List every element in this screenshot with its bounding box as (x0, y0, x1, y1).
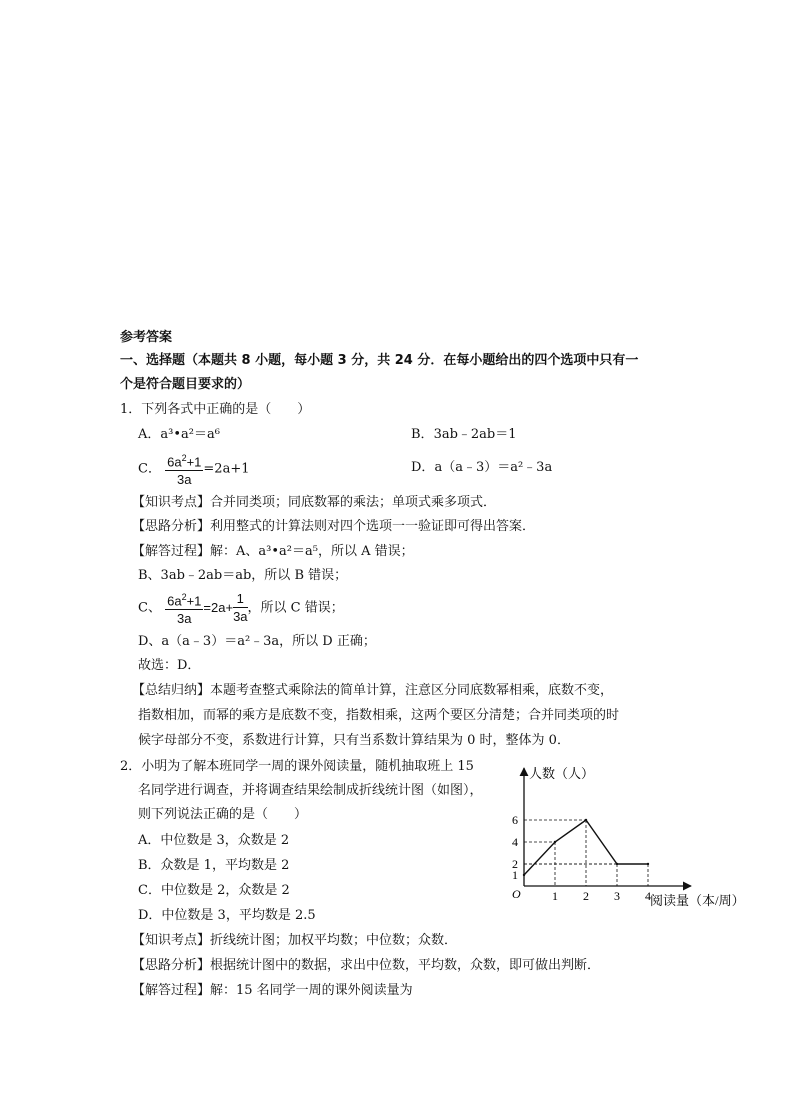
q2-option-a: A．中位数是 3，众数是 2 (138, 833, 290, 848)
q2-option-b: B．众数是 1，平均数是 2 (138, 858, 290, 873)
option-rhs: =2a+1 (203, 461, 250, 477)
denominator: 3a (177, 611, 192, 627)
chart-guides (524, 820, 648, 886)
q2-option-c: C．中位数是 2，众数是 2 (138, 883, 290, 898)
section-heading-line2: 个是符合题目要求的） (120, 377, 251, 392)
q1-process: 【解答过程】解：A、a³•a²＝a⁵，所以 A 错误； (132, 544, 414, 559)
q2-stem-line1: 2．小明为了解本班同学一周的课外阅读量，随机抽取班上 15 (120, 759, 474, 774)
step-mid: =2a+ (203, 600, 234, 616)
denominator: 3a (177, 472, 192, 488)
data-point (585, 819, 587, 821)
step-prefix: C、 (138, 600, 161, 616)
num-base: 6a (167, 454, 182, 470)
data-point (616, 863, 618, 865)
option-text: a³•a²＝a⁶ (160, 427, 220, 442)
q2-stem-line3: 则下列说法正确的是（ ） (138, 807, 308, 822)
option-letter: A． (138, 427, 161, 442)
x-axis-label: 阅读量（本/周） (650, 893, 745, 908)
num-exponent: 2 (181, 592, 187, 602)
denominator-2: 3a (233, 609, 248, 625)
step-suffix: ，所以 C 错误； (247, 600, 344, 616)
q1-option-b (411, 426, 517, 444)
x-tick-label: 2 (583, 889, 589, 903)
reading-line-chart (505, 762, 745, 912)
chart-ticks (512, 813, 651, 903)
q1-summary-line3: 候字母部分不变，系数进行计算，只有当系数计算结果为 0 时，整体为 0． (138, 733, 570, 748)
origin-label: O (512, 887, 521, 901)
option-text: a（a﹣3）＝a²﹣3a (434, 460, 553, 475)
q2-analysis: 【思路分析】根据统计图中的数据，求出中位数，平均数，众数，即可做出判断． (132, 958, 601, 973)
data-point (554, 841, 556, 843)
q1-option-a (138, 426, 220, 444)
section-heading-line1: 一、选择题（本题共 8 小题，每小题 3 分，共 24 分．在每小题给出的四个选项中只有一 (120, 353, 639, 368)
option-letter: B． (411, 427, 434, 442)
q1-summary-line1: 【总结归纳】本题考查整式乘除法的简单计算，注意区分同底数幂相乘，底数不变， (132, 683, 614, 698)
fraction (165, 451, 203, 487)
q1-knowledge: 【知识考点】合并同类项；同底数幂的乘法；单项式乘多项式． (132, 495, 497, 510)
fraction (165, 590, 203, 626)
q1-stem: 1．下列各式中正确的是（ ） (120, 402, 311, 417)
option-letter: D． (411, 460, 435, 475)
option-letter: C． (138, 461, 161, 477)
x-tick-label: 4 (645, 889, 651, 903)
q1-step-c (138, 590, 344, 627)
x-tick-label: 3 (614, 889, 620, 903)
data-point (523, 874, 525, 876)
q2-stem-line2: 名同学进行调查，并将调查结果绘制成折线统计图（如图）， (138, 783, 483, 798)
num-tail: +1 (186, 593, 202, 609)
q2-knowledge: 【知识考点】折线统计图；加权平均数；中位数；众数． (132, 933, 458, 948)
fraction-2 (233, 592, 247, 624)
numerator (165, 451, 203, 471)
num-exponent: 2 (181, 453, 187, 463)
q2-option-d: D．中位数是 3，平均数是 2.5 (138, 908, 316, 923)
q1-choice: 故选：D． (138, 658, 201, 673)
y-tick-label: 6 (512, 813, 518, 827)
q1-summary-line2: 指数相加，而幂的乘方是底数不变，指数相乘，这两个要区分清楚；合并同类项的时 (138, 708, 620, 723)
option-text: 3ab﹣2ab＝1 (433, 427, 517, 442)
q1-option-d (411, 459, 552, 477)
data-point (647, 863, 649, 865)
q1-step-d: D、a（a﹣3）＝a²﹣3a，所以 D 正确； (138, 634, 376, 649)
q2-process: 【解答过程】解：15 名同学一周的课外阅读量为 (132, 983, 413, 998)
num-tail: +1 (186, 454, 202, 470)
numerator-2: 1 (233, 592, 247, 608)
num-base: 6a (167, 593, 182, 609)
q1-analysis: 【思路分析】利用整式的计算法则对四个选项一一验证即可得出答案． (132, 519, 536, 534)
q1-option-c (138, 451, 249, 487)
x-tick-label: 1 (552, 889, 558, 903)
answers-heading: 参考答案 (120, 330, 173, 345)
q1-step-b: B、3ab﹣2ab＝ab，所以 B 错误； (138, 568, 348, 583)
y-tick-label: 4 (512, 835, 518, 849)
y-tick-label: 1 (512, 868, 518, 882)
numerator (165, 590, 203, 610)
y-tick-label: 2 (512, 857, 518, 871)
y-axis-label: 人数（人） (529, 766, 595, 781)
